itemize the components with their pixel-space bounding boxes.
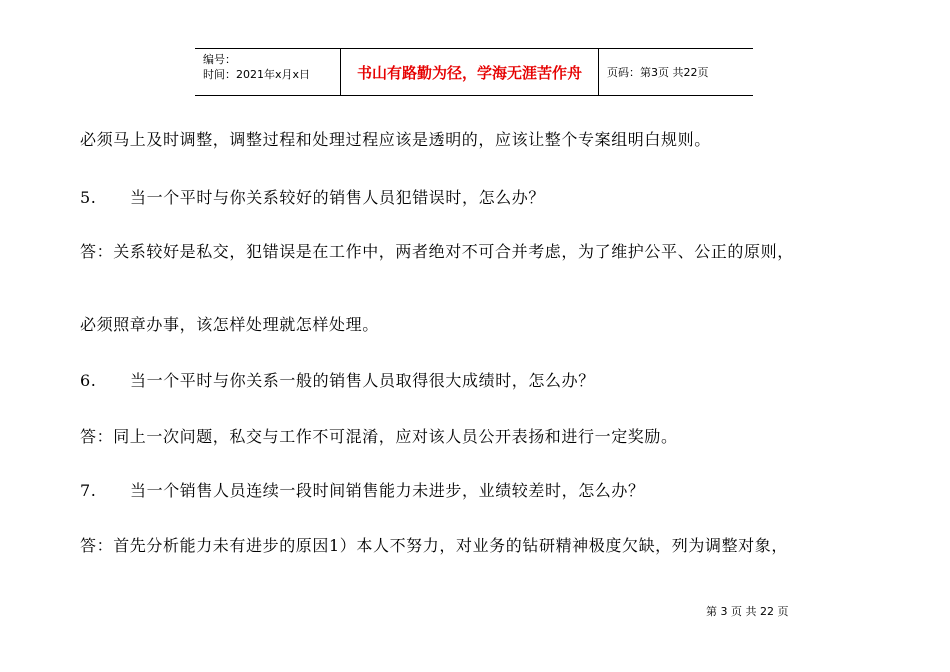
question-6 <box>80 368 595 391</box>
answer-5-line-1: 答：关系较好是私交，犯错误是在工作中，两者绝对不可合并考虑，为了维护公平、公正的原则， <box>80 242 794 261</box>
question-text: 当一个销售人员连续一段时间销售能力未进步，业绩较差时，怎么办？ <box>130 481 645 500</box>
question-number: 6. <box>80 371 97 390</box>
document-number-label: 编号： <box>203 53 236 66</box>
question-number: 5. <box>80 188 97 207</box>
question-text: 当一个平时与你关系较好的销售人员犯错误时，怎么办？ <box>130 188 546 207</box>
answer-5-line-2: 必须照章办事，该怎样处理就怎样处理。 <box>80 315 379 334</box>
page-header <box>195 48 753 96</box>
answer-6: 答：同上一次问题，私交与工作不可混淆，应对该人员公开表扬和进行一定奖励。 <box>80 427 678 446</box>
question-7 <box>80 478 645 501</box>
page-footer: 第 3 页 共 22 页 <box>706 605 789 618</box>
header-meta <box>195 49 341 95</box>
answer-7-line-1: 答：首先分析能力未有进步的原因1）本人不努力，对业务的钻研精神极度欠缺，列为调整对象， <box>80 536 788 555</box>
question-text: 当一个平时与你关系一般的销售人员取得很大成绩时，怎么办？ <box>130 371 595 390</box>
paragraph-continuation: 必须马上及时调整，调整过程和处理过程应该是透明的，应该让整个专案组明白规则。 <box>80 130 711 149</box>
question-5 <box>80 185 545 208</box>
header-motto: 书山有路勤为径，学海无涯苦作舟 <box>341 49 599 95</box>
header-page-info: 页码：第3页 共22页 <box>607 66 709 79</box>
document-date: 时间：2021年x月x日 <box>203 68 311 81</box>
question-number: 7. <box>80 481 97 500</box>
